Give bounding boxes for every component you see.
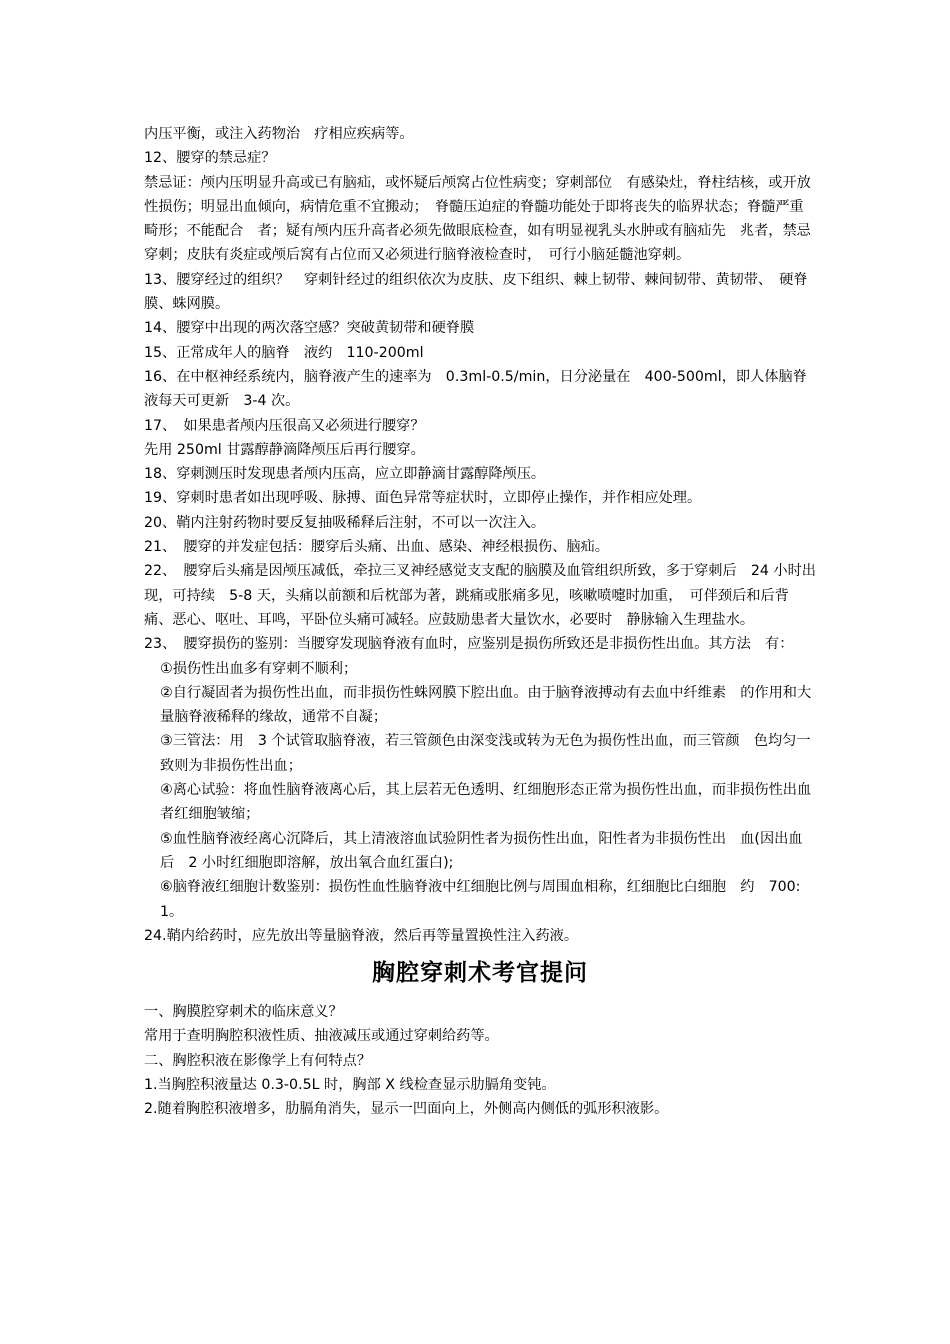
list-item: ①损伤性出血多有穿刺不顺利； xyxy=(160,660,358,677)
answer-1: 常用于查明胸腔积液性质、抽液减压或通过穿刺给药等。 xyxy=(144,1028,499,1045)
question-14: 14、腰穿中出现的两次落空感？突破黄韧带和硬脊膜 xyxy=(144,320,475,337)
answer-12: 禁忌证：颅内压明显升高或已有脑疝，或怀疑后颅窝占位性病变；穿刺部位 有感染灶，脊柱结核，或开放性损伤；明显出血倾向，病情危重不宜搬动； 脊髓压迫症的脊髓功能处于即将丧失的临界状态；脊髓严重畸形；不能配合 者；疑有颅内压升高者必须先做眼底检查，如有明显视乳头水肿或有脑疝先 兆者，禁忌穿刺；皮肤有炎症或颅后窝有占位而又必须进行脑脊液检查时， 可行小脑延髓池穿刺。 xyxy=(144,174,811,264)
item-24: 24.鞘内给药时，应先放出等量脑脊液，然后再等量置换性注入药液。 xyxy=(144,927,579,944)
answer-2-point-1: 1.当胸腔积液量达 0.3-0.5L 时，胸部 X 线检查显示肋膈角变钝。 xyxy=(144,1076,556,1093)
item-19: 19、穿刺时患者如出现呼吸、脉搏、面色异常等症状时，立即停止操作，并作相应处理。 xyxy=(144,490,702,507)
item-18: 18、穿刺测压时发现患者颅内压高，应立即静滴甘露醇降颅压。 xyxy=(144,466,546,483)
list-item: ④离心试验：将血性脑脊液离心后，其上层若无色透明、红细胞形态正常为损伤性出血，而非损伤性出血者红细胞皱缩； xyxy=(160,782,812,823)
question-12: 12、腰穿的禁忌症？ xyxy=(144,150,276,167)
section-title: 胸腔穿刺术考官提问 xyxy=(372,960,588,987)
answer-17: 先用 250ml 甘露醇静滴降颅压后再行腰穿。 xyxy=(144,441,425,458)
paragraph-continuation: 内压平衡，或注入药物治 疗相应疾病等。 xyxy=(144,126,414,142)
item-20: 20、鞘内注射药物时要反复抽吸稀释后注射，不可以一次注入。 xyxy=(144,514,546,531)
item-21: 21、 腰穿的并发症包括：腰穿后头痛、出血、感染、神经根损伤、脑疝。 xyxy=(144,539,609,556)
list-item: ⑤血性脑脊液经离心沉降后，其上清液溶血试验阴性者为损伤性出血，阳性者为非损伤性出 血(因出血后 2 小时红细胞即溶解，放出氧合血红蛋白); xyxy=(160,830,803,871)
question-13: 13、腰穿经过的组织？ 穿刺针经过的组织依次为皮肤、皮下组织、棘上韧带、棘间韧带、黄韧带、 硬脊膜、蛛网膜。 xyxy=(144,271,808,313)
question-17: 17、 如果患者颅内压很高又必须进行腰穿？ xyxy=(144,417,425,434)
item-15: 15、正常成年人的脑脊 液约 110-200ml xyxy=(144,344,424,361)
list-item: ⑥脑脊液红细胞计数鉴别：损伤性血性脑脊液中红细胞比例与周围血相称，红细胞比白细胞 约 700:1。 xyxy=(160,879,801,920)
list-item: ②自行凝固者为损伤性出血，而非损伤性蛛网膜下腔出血。由于脑脊液搏动有去血中纤维素 的作用和大量脑脊液稀释的缘故，通常不自凝； xyxy=(160,684,812,726)
document-page xyxy=(144,122,816,1122)
item-16: 16、在中枢神经系统内，脑脊液产生的速率为 0.3ml-0.5/min，日分泌量在 400-500ml，即人体脑脊液每天可更新 3-4 次。 xyxy=(144,368,807,410)
list-item: ③三管法：用 3 个试管取脑脊液，若三管颜色由深变浅或转为无色为损伤性出血，而三管颜 色均匀一致则为非损伤性出血； xyxy=(160,733,811,774)
question-2: 二、胸腔积液在影像学上有何特点？ xyxy=(144,1052,372,1069)
item-22: 22、 腰穿后头痛是因颅压减低，牵拉三叉神经感觉支支配的脑膜及血管组织所致，多于穿刺后 24 小时出现，可持续 5-8 天，头痛以前额和后枕部为著，跳痛或胀痛多见，咳嗽喷嚏时加重， 可伴颈后和后背痛、恶心、呕吐、耳鸣，平卧位头痛可减轻。应鼓励患者大量饮水，必要时 静脉输入生理盐水。 xyxy=(144,563,816,628)
item-23: 23、 腰穿损伤的鉴别：当腰穿发现脑脊液有血时，应鉴别是损伤所致还是非损伤性出血。其方法 有： xyxy=(144,636,794,653)
question-1: 一、胸膜腔穿刺术的临床意义？ xyxy=(144,1004,343,1021)
answer-2-point-2: 2.随着胸腔积液增多，肋膈角消失，显示一凹面向上，外侧高内侧低的弧形积液影。 xyxy=(144,1101,669,1118)
